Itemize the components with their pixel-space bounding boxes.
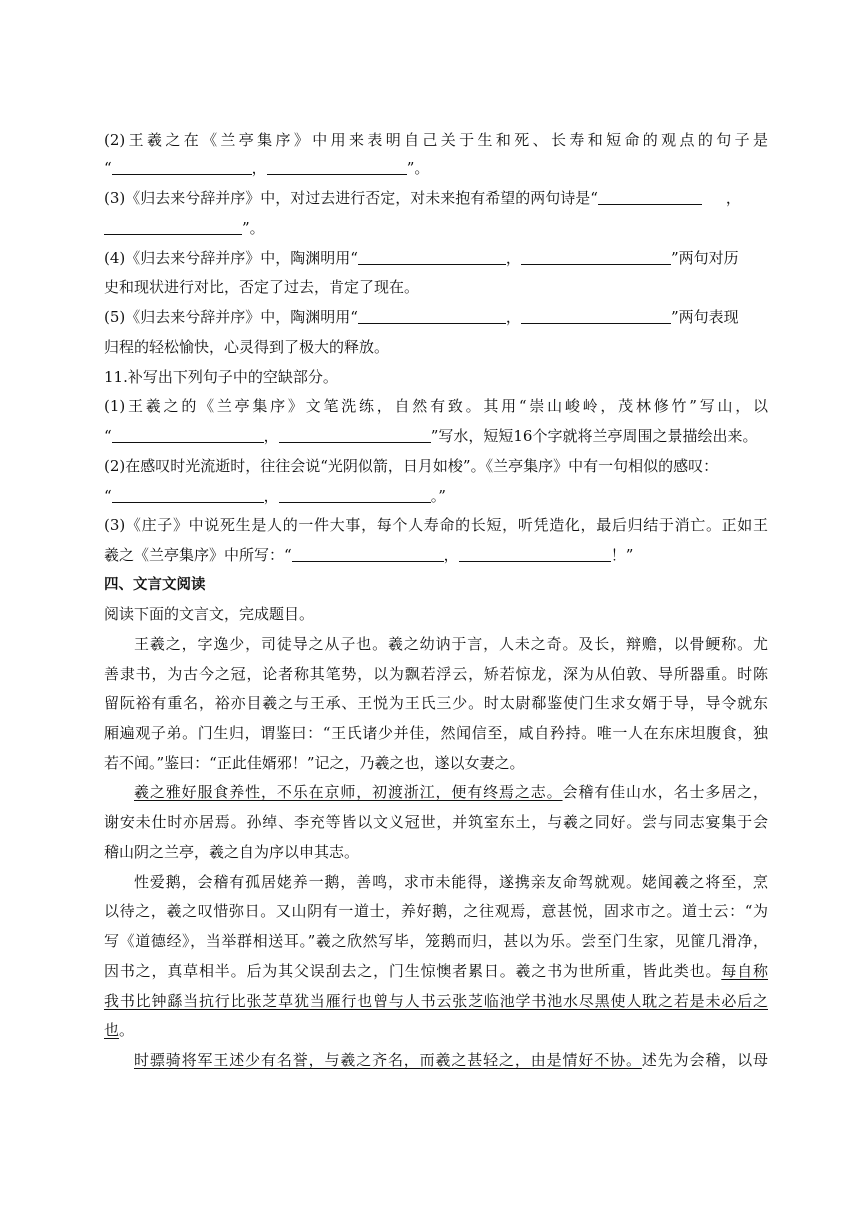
passage-p1-line-3: 留阮裕有重名，裕亦目羲之与王承、王悦为王氏三少。时太尉郗鉴使门生求女婿于导，导令就东 (104, 694, 768, 712)
underlined-sentence: 羲之雅好服食养性，不乐在京师，初渡浙江，便有终焉之志。 (134, 783, 563, 801)
passage-p2-line-1: 羲之雅好服食养性，不乐在京师，初渡浙江，便有终焉之志。会稽有佳山水，名士多居之， (134, 783, 768, 801)
passage-p1-line-2: 善隶书，为古今之冠，论者称其笔势，以为飘若浮云，矫若惊龙，深为从伯敦、导所器重。时陈 (104, 665, 768, 683)
q11-item-3-line-2: 羲之《兰亭集序》中所写：“ ， ！” (104, 546, 634, 564)
q10-item-2-line-2: “ ， ”。 (104, 159, 430, 177)
q10-item-3-line-1: (3)《归去来兮辞并序》中，对过去进行否定，对未来抱有希望的两句诗是“ ， (104, 189, 741, 207)
q10-item-4-line-2: 史和现状进行对比，否定了过去，肯定了现在。 (104, 278, 420, 296)
answer-blank[interactable] (267, 159, 407, 175)
underlined-sentence: 也 (104, 1021, 120, 1039)
answer-blank[interactable] (358, 249, 506, 265)
q11-item-3-line-1: (3)《庄子》中说死生是人的一件大事，每个人寿命的长短，听凭造化，最后归结于消亡。正如王 (104, 516, 768, 534)
passage-p3-line-1: 性爱鹅，会稽有孤居姥养一鹅，善鸣，求市未能得，遂携亲友命驾就观。姥闻羲之将至，烹 (134, 873, 768, 891)
passage-p1-line-4: 厢遍观子弟。门生归，谓鉴曰：“王氏诸少并佳，然闻信至，咸自矜持。唯一人在东床坦腹食，独 (104, 724, 768, 742)
answer-blank[interactable] (598, 189, 702, 205)
section-instruction: 阅读下面的文言文，完成题目。 (104, 605, 315, 623)
q10-item-5-line-2: 归程的轻松愉快，心灵得到了极大的释放。 (104, 338, 390, 356)
answer-blank[interactable] (112, 159, 252, 175)
answer-blank[interactable] (358, 308, 506, 324)
passage-p3-line-5 (104, 988, 768, 1014)
underlined-sentence: 我书比钟繇当抗行比张芝草犹当雁行也曾与人书云张芝临池学书池水尽黑使人耽之若是未必后之 (104, 992, 768, 1010)
answer-blank[interactable] (279, 487, 431, 503)
passage-p3-line-3: 写《道德经》，当举群相送耳。”羲之欣然写毕，笼鹅而归，甚以为乐。尝至门生家，见篚几滑净， (104, 932, 768, 950)
answer-blank[interactable] (521, 249, 671, 265)
passage-p2-line-3: 稽山阴之兰亭，羲之自为序以申其志。 (104, 843, 360, 861)
q10-item-4-line-1: (4)《归去来兮辞并序》中，陶渊明用“ ， ”两句对历 (104, 249, 739, 267)
answer-blank[interactable] (112, 487, 264, 503)
passage-p1-line-5: 若不闻。”鉴曰：“正此佳婿邪！”记之，乃羲之也，遂以女妻之。 (104, 754, 525, 772)
answer-blank[interactable] (459, 546, 611, 562)
passage-p3-line-2: 以待之，羲之叹惜弥日。又山阴有一道士，养好鹅，之往观焉，意甚悦，固求市之。道士云：“为 (104, 902, 768, 920)
q10-item-3-line-2: ”。 (104, 215, 768, 241)
answer-blank[interactable] (521, 308, 671, 324)
underlined-sentence: 时骠骑将军王述少有名誉，与羲之齐名，而羲之甚轻之，由是情好不协。 (134, 1051, 642, 1069)
answer-blank[interactable] (279, 427, 431, 443)
underlined-sentence: 每自称 (721, 962, 768, 980)
passage-p3-line-6: 也。 (104, 1021, 135, 1039)
passage-p4-line-1: 时骠骑将军王述少有名誉，与羲之齐名，而羲之甚轻之，由是情好不协。述先为会稽，以母 (134, 1051, 768, 1069)
answer-blank[interactable] (104, 219, 242, 235)
q10-item-5-line-1: (5)《归去来兮辞并序》中，陶渊明用“ ， ”两句表现 (104, 308, 739, 326)
answer-blank[interactable] (112, 427, 264, 443)
passage-p3-line-4: 因书之，真草相半。后为其父误刮去之，门生惊懊者累日。羲之书为世所重，皆此类也。每自称 (104, 962, 768, 980)
passage-p1-line-1: 王羲之，字逸少，司徒导之从子也。羲之幼讷于言，人未之奇。及长，辩赡，以骨鲠称。尤 (134, 635, 768, 653)
q10-item-2-line-1: (2)王羲之在《兰亭集序》中用来表明自己关于生和死、长寿和短命的观点的句子是 (104, 131, 768, 149)
q11-item-2-line-1: (2)在感叹时光流逝时，往往会说“光阴似箭，日月如梭”。《兰亭集序》中有一句相似的感叹： (104, 457, 719, 475)
section-heading: 四、文言文阅读 (104, 577, 206, 593)
q11-title: 11.补写出下列句子中的空缺部分。 (104, 368, 338, 386)
q11-item-2-line-2: “ ， 。” (104, 487, 446, 505)
q11-item-1-line-2: “ ， ”写水，短短16个字就将兰亭周围之景描绘出来。 (104, 427, 758, 445)
passage-p2-line-2: 谢安未仕时亦居焉。孙绰、李充等皆以文义冠世，并筑室东土，与羲之同好。尝与同志宴集于会 (104, 813, 768, 831)
q11-item-1-line-1: (1)王羲之的《兰亭集序》文笔洗练，自然有致。其用“崇山峻岭，茂林修竹”写山，以 (104, 397, 768, 415)
answer-blank[interactable] (292, 546, 444, 562)
